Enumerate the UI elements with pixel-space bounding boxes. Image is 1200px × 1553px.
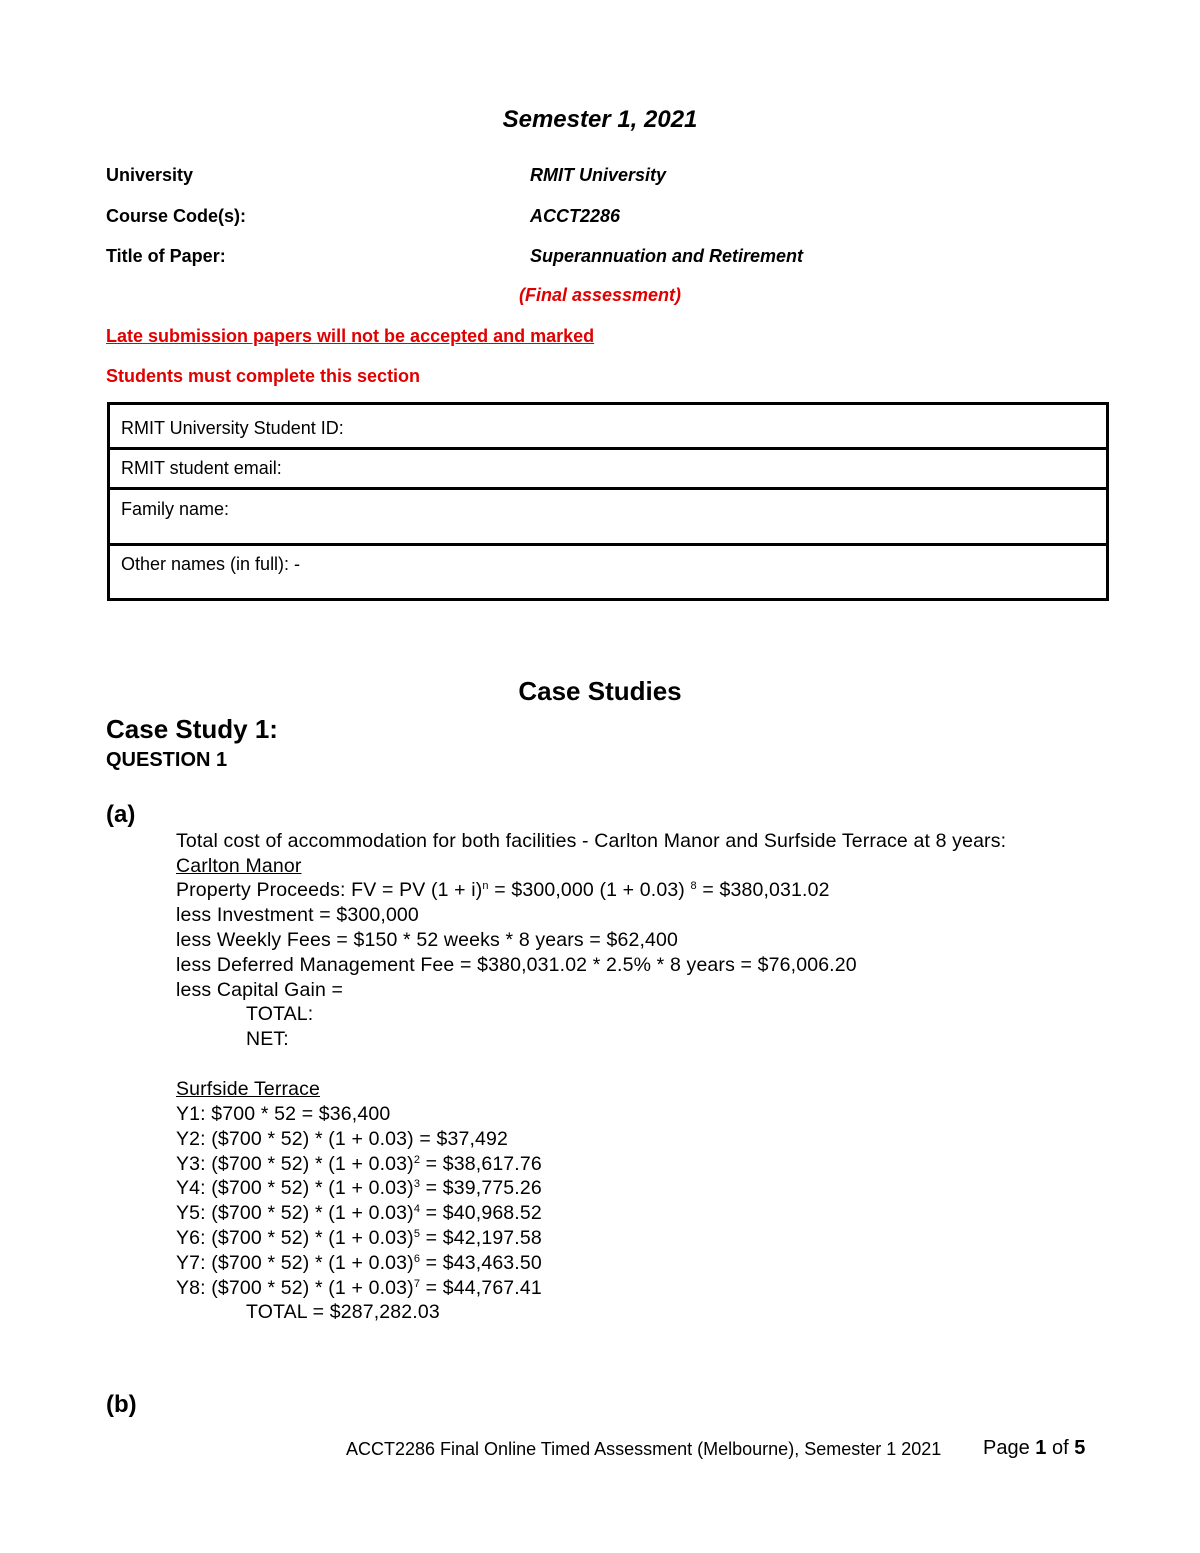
answer-intro: Total cost of accommodation for both facilities - Carlton Manor and Surfside Terrace at 8 years:: [176, 830, 1007, 852]
surfside-total-line: TOTAL = $287,282.03: [246, 1301, 440, 1323]
student-email-field[interactable]: [110, 450, 1106, 490]
course-code-label: Course Code(s):: [106, 206, 247, 226]
case-studies-heading: Case Studies: [518, 676, 682, 706]
surfside-year-line: Y5: ($700 * $52) * (1 + 0.03)^4$ = $40,968.52: [176, 1202, 542, 1224]
family-name-field[interactable]: [110, 490, 1106, 546]
page-indicator: Page 1 of 5: [983, 1437, 1086, 1459]
deferred-fee-line: less Deferred Management Fee = $380,031.02 * 2.5% * 8 years = $76,006.20: [176, 954, 857, 976]
other-names-field[interactable]: [110, 546, 1106, 598]
question-heading: QUESTION 1: [106, 749, 228, 771]
weekly-fees-line: less Weekly Fees = $150 * 52 weeks * 8 years = $62,400: [176, 929, 679, 951]
surfside-year-line: Y1: $700 * 52 = $36,400: [176, 1103, 391, 1125]
student-id-field[interactable]: [110, 405, 1106, 450]
surfside-year-line: Y6: ($700 * $52) * (1 + 0.03)^5$ = $42,197.58: [176, 1227, 542, 1249]
case-study-title: Case Study 1:: [106, 714, 278, 744]
student-email-label: RMIT student email:: [121, 458, 282, 478]
student-id-label: RMIT University Student ID:: [121, 418, 344, 438]
property-proceeds-line: Property Proceeds: FV = PV $(1 + i)^n$ = $300,000 (1 + 0.03) $^8$ = $380,031.02: [176, 879, 830, 901]
part-b-label: (b): [106, 1391, 137, 1418]
part-a-label: (a): [106, 801, 136, 828]
footer-text: ACCT2286 Final Online Timed Assessment (Melbourne), Semester 1 2021: [346, 1439, 942, 1459]
paper-title-value: Superannuation and Retirement: [530, 246, 804, 266]
final-assessment-note: (Final assessment): [518, 285, 682, 305]
surfside-year-line: Y8: ($700 * $52) * (1 + 0.03)^7$ = $44,767.41: [176, 1277, 542, 1299]
family-name-label: Family name:: [121, 499, 230, 519]
university-label: University: [106, 165, 194, 185]
semester-title: Semester 1, 2021: [502, 106, 698, 133]
carlton-total-line: TOTAL:: [246, 1003, 314, 1025]
carlton-net-line: NET:: [246, 1028, 289, 1050]
surfside-year-line: Y4: ($700 * $52) * (1 + 0.03)^3$ = $39,775.26: [176, 1177, 542, 1199]
other-names-label: Other names (in full): -: [121, 554, 301, 574]
surfside-year-line: Y3: ($700 * $52) * (1 + 0.03)^2$ = $38,617.76: [176, 1153, 542, 1175]
capital-gain-line: less Capital Gain =: [176, 979, 344, 1001]
students-must-complete-note: Students must complete this section: [106, 366, 421, 386]
surfside-year-line: Y7: ($700 * $52) * (1 + 0.03)^6$ = $43,463.50: [176, 1252, 542, 1274]
university-value: RMIT University: [530, 165, 667, 185]
late-submission-warning: Late submission papers will not be accepted and marked: [106, 326, 595, 346]
carlton-manor-title: Carlton Manor: [176, 855, 302, 877]
course-code-value: ACCT2286: [530, 206, 621, 226]
surfside-terrace-title: Surfside Terrace: [176, 1078, 321, 1100]
student-details-box: [107, 402, 1109, 601]
investment-line: less Investment = $300,000: [176, 904, 419, 926]
paper-title-label: Title of Paper:: [106, 246, 226, 266]
surfside-year-line: Y2: ($700 * 52) * (1 + 0.03) = $37,492: [176, 1128, 509, 1150]
